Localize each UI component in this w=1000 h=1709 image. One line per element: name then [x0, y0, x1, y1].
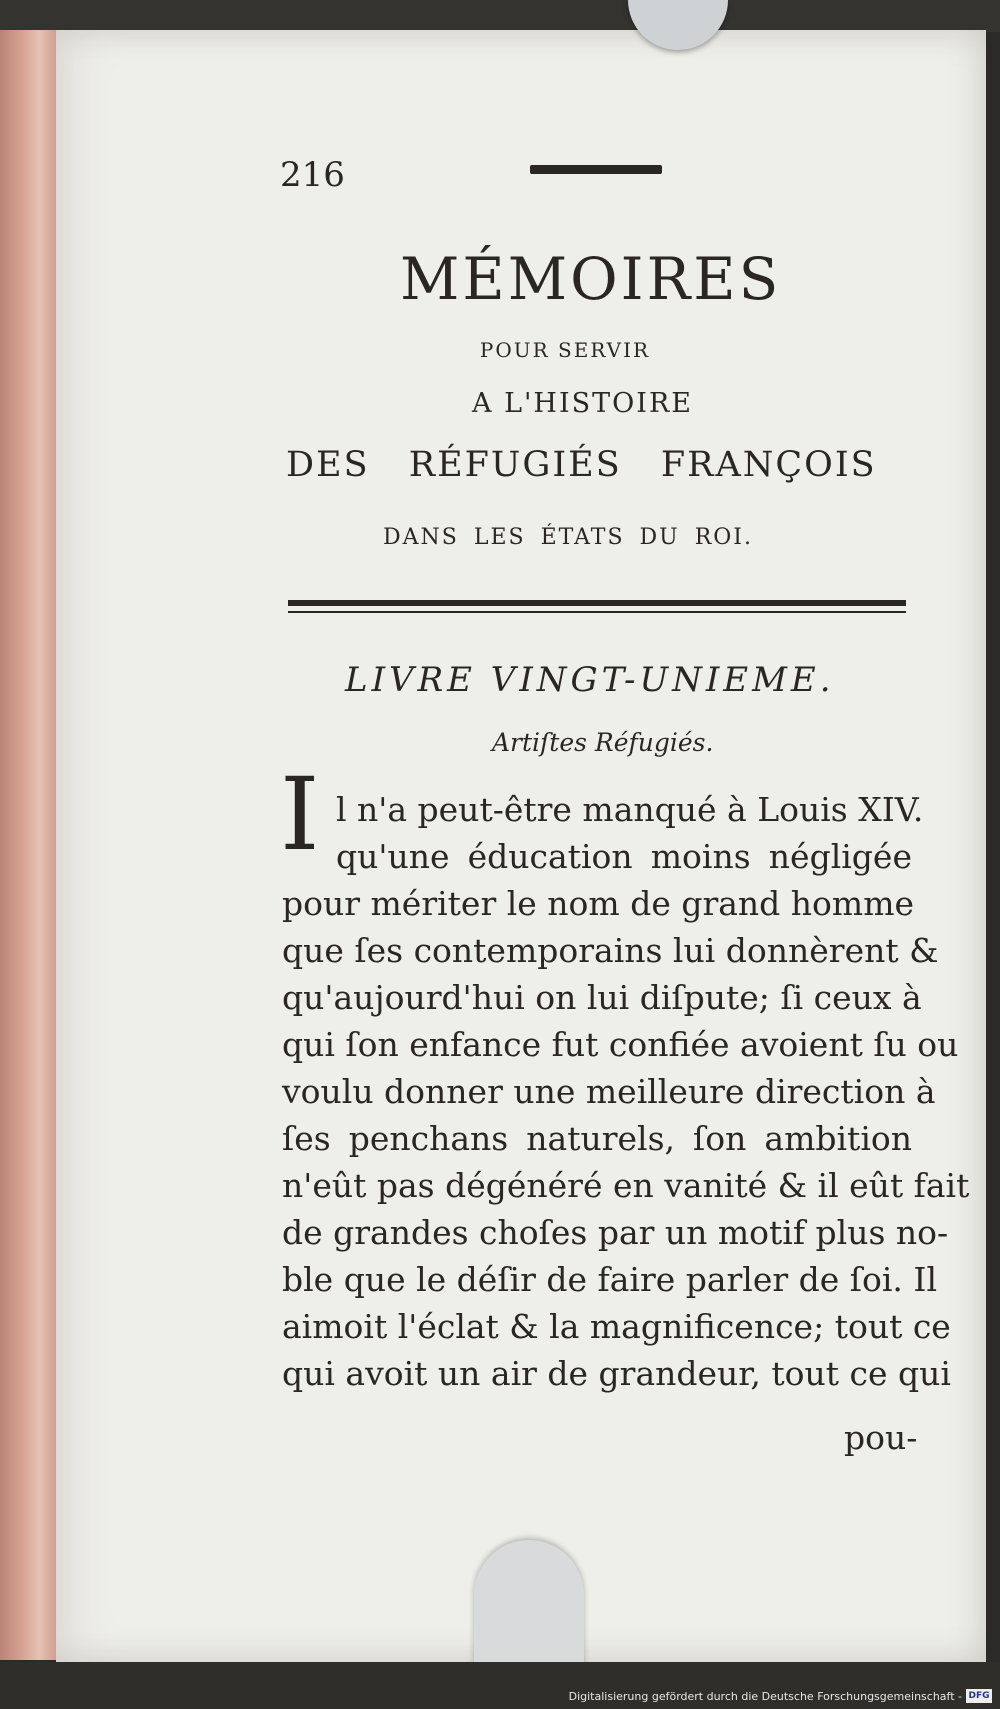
subtitle-line-2: A L'HISTOIRE	[472, 388, 693, 419]
header-ornament-rule	[530, 165, 662, 174]
catchword: pou-	[844, 1418, 918, 1457]
digitization-credit: Digitalisierung gefördert durch die Deutsche Forschungsgemeinschaft -	[568, 1690, 962, 1703]
book-heading: LIVRE VINGT-UNIEME.	[345, 660, 835, 700]
body-line: qui avoit un air de grandeur, tout ce qui	[282, 1354, 951, 1393]
subtitle-line-4: DANS LES ÉTATS DU ROI.	[383, 525, 753, 550]
subtitle-line-3: DES RÉFUGIÉS FRANÇOIS	[286, 445, 877, 485]
page-edge-left	[0, 30, 56, 1660]
dfg-logo: DFG	[966, 1689, 992, 1703]
page-clip-bottom	[474, 1540, 584, 1670]
body-line: ſes penchans naturels, ſon ambition	[282, 1119, 912, 1158]
body-line: voulu donner une meilleure direction à	[282, 1072, 936, 1111]
body-line: qui ſon enfance fut confiée avoient ſu ou	[282, 1025, 959, 1064]
body-line: qu'une éducation moins négligée	[336, 837, 912, 876]
subtitle-line-1: POUR SERVIR	[479, 338, 651, 362]
body-line: ble que le déſir de faire parler de ſoi. Il	[282, 1260, 938, 1299]
body-line: pour mériter le nom de grand homme	[282, 884, 915, 923]
body-line: l n'a peut-être manqué à Louis XIV.	[336, 790, 924, 829]
body-line: de grandes choſes par un motif plus no-	[282, 1213, 949, 1252]
body-line: que ſes contemporains lui donnèrent &	[282, 931, 939, 970]
divider-rule-thin	[288, 611, 906, 613]
body-line: aimoit l'éclat & la magnificence; tout ce	[282, 1307, 951, 1346]
page-title: MÉMOIRES	[400, 245, 782, 313]
page-number: 216	[280, 155, 345, 195]
drop-cap: I	[280, 756, 320, 873]
body-line: n'eût pas dégénéré en vanité & il eût fait	[282, 1166, 970, 1205]
scan-top-border	[0, 0, 1000, 32]
body-line: qu'aujourd'hui on lui diſpute; ſi ceux à	[282, 978, 922, 1017]
section-heading: Artiſtes Réfugiés.	[492, 728, 714, 757]
divider-rule-thick	[288, 600, 906, 606]
